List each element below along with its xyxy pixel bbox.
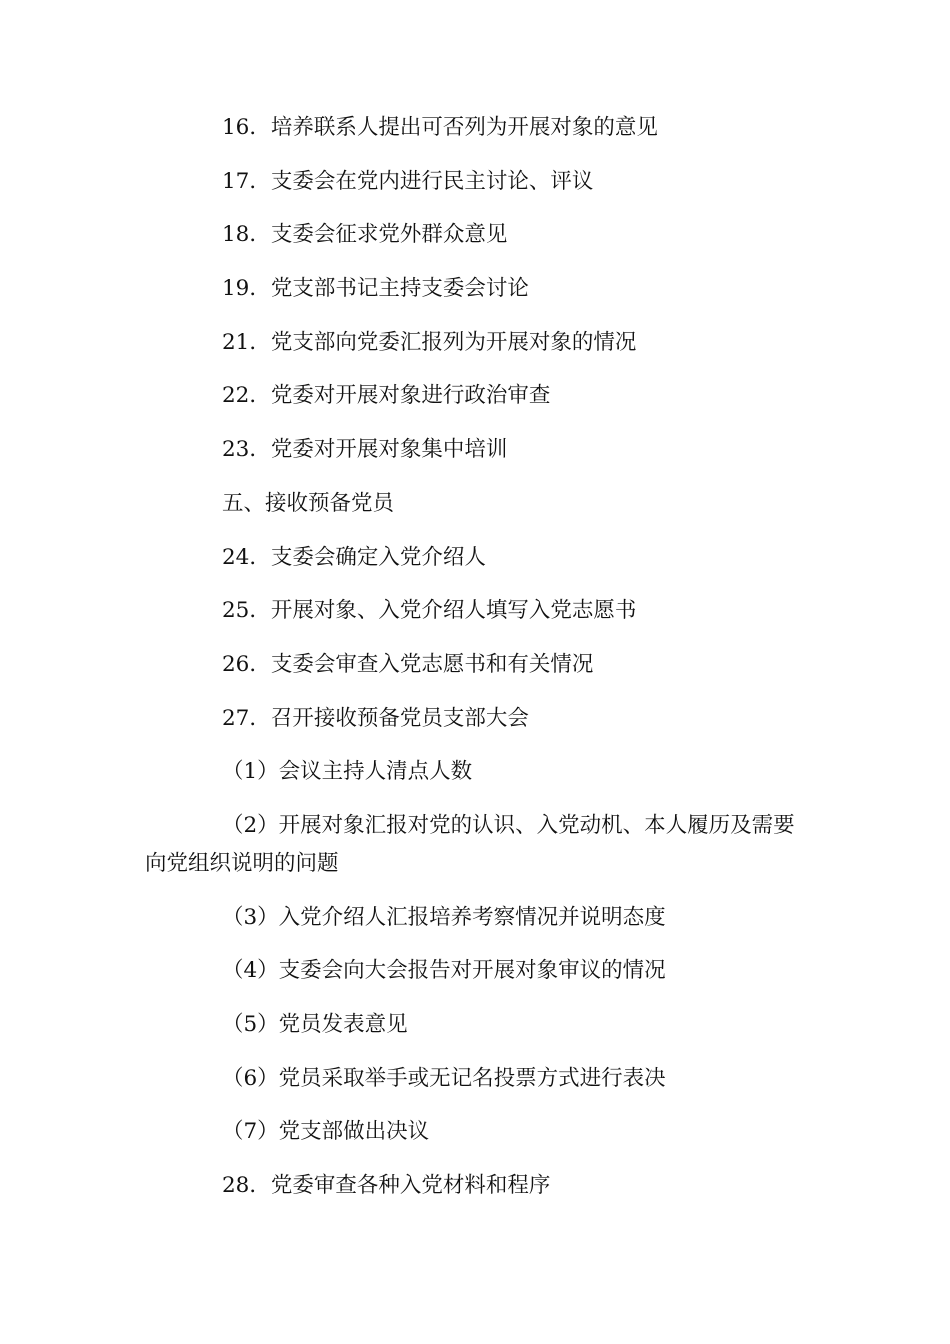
list-item: 28．党委审查各种入党材料和程序 [222, 1173, 551, 1199]
list-item: 23．党委对开展对象集中培训 [222, 437, 508, 463]
sub-list-item: （5）党员发表意见 [222, 1012, 408, 1037]
list-item: 16．培养联系人提出可否列为开展对象的意见 [222, 115, 658, 140]
section-heading: 五、接收预备党员 [222, 490, 395, 516]
list-item: 22．党委对开展对象进行政治审查 [222, 383, 551, 409]
list-item: 27．召开接收预备党员支部大会 [222, 705, 529, 731]
sub-list-item: （3）入党介绍人汇报培养考察情况并说明态度 [222, 904, 666, 930]
list-item: 18．支委会征求党外群众意见 [222, 222, 508, 248]
list-item: 21．党支部向党委汇报列为开展对象的情况 [222, 329, 637, 355]
sub-list-item: （1）会议主持人清点人数 [222, 759, 473, 785]
sub-list-item-line-1: （2）开展对象汇报对党的认识、入党动机、本人履历及需要 [222, 812, 795, 838]
sub-list-item: （6）党员采取举手或无记名投票方式进行表决 [222, 1065, 666, 1091]
list-item: 26．支委会审查入党志愿书和有关情况 [222, 651, 594, 677]
list-item: 25．开展对象、入党介绍人填写入党志愿书 [222, 598, 637, 624]
list-item: 19．党支部书记主持支委会讨论 [222, 276, 529, 302]
sub-list-item: （4）支委会向大会报告对开展对象审议的情况 [222, 958, 666, 984]
list-item: 24．支委会确定入党介绍人 [222, 544, 486, 570]
sub-list-item-line-2: 向党组织说明的问题 [145, 850, 339, 876]
sub-list-item: （7）党支部做出决议 [222, 1119, 430, 1145]
list-item: 17．支委会在党内进行民主讨论、评议 [222, 168, 594, 194]
sub-list-item [0, 807, 950, 883]
